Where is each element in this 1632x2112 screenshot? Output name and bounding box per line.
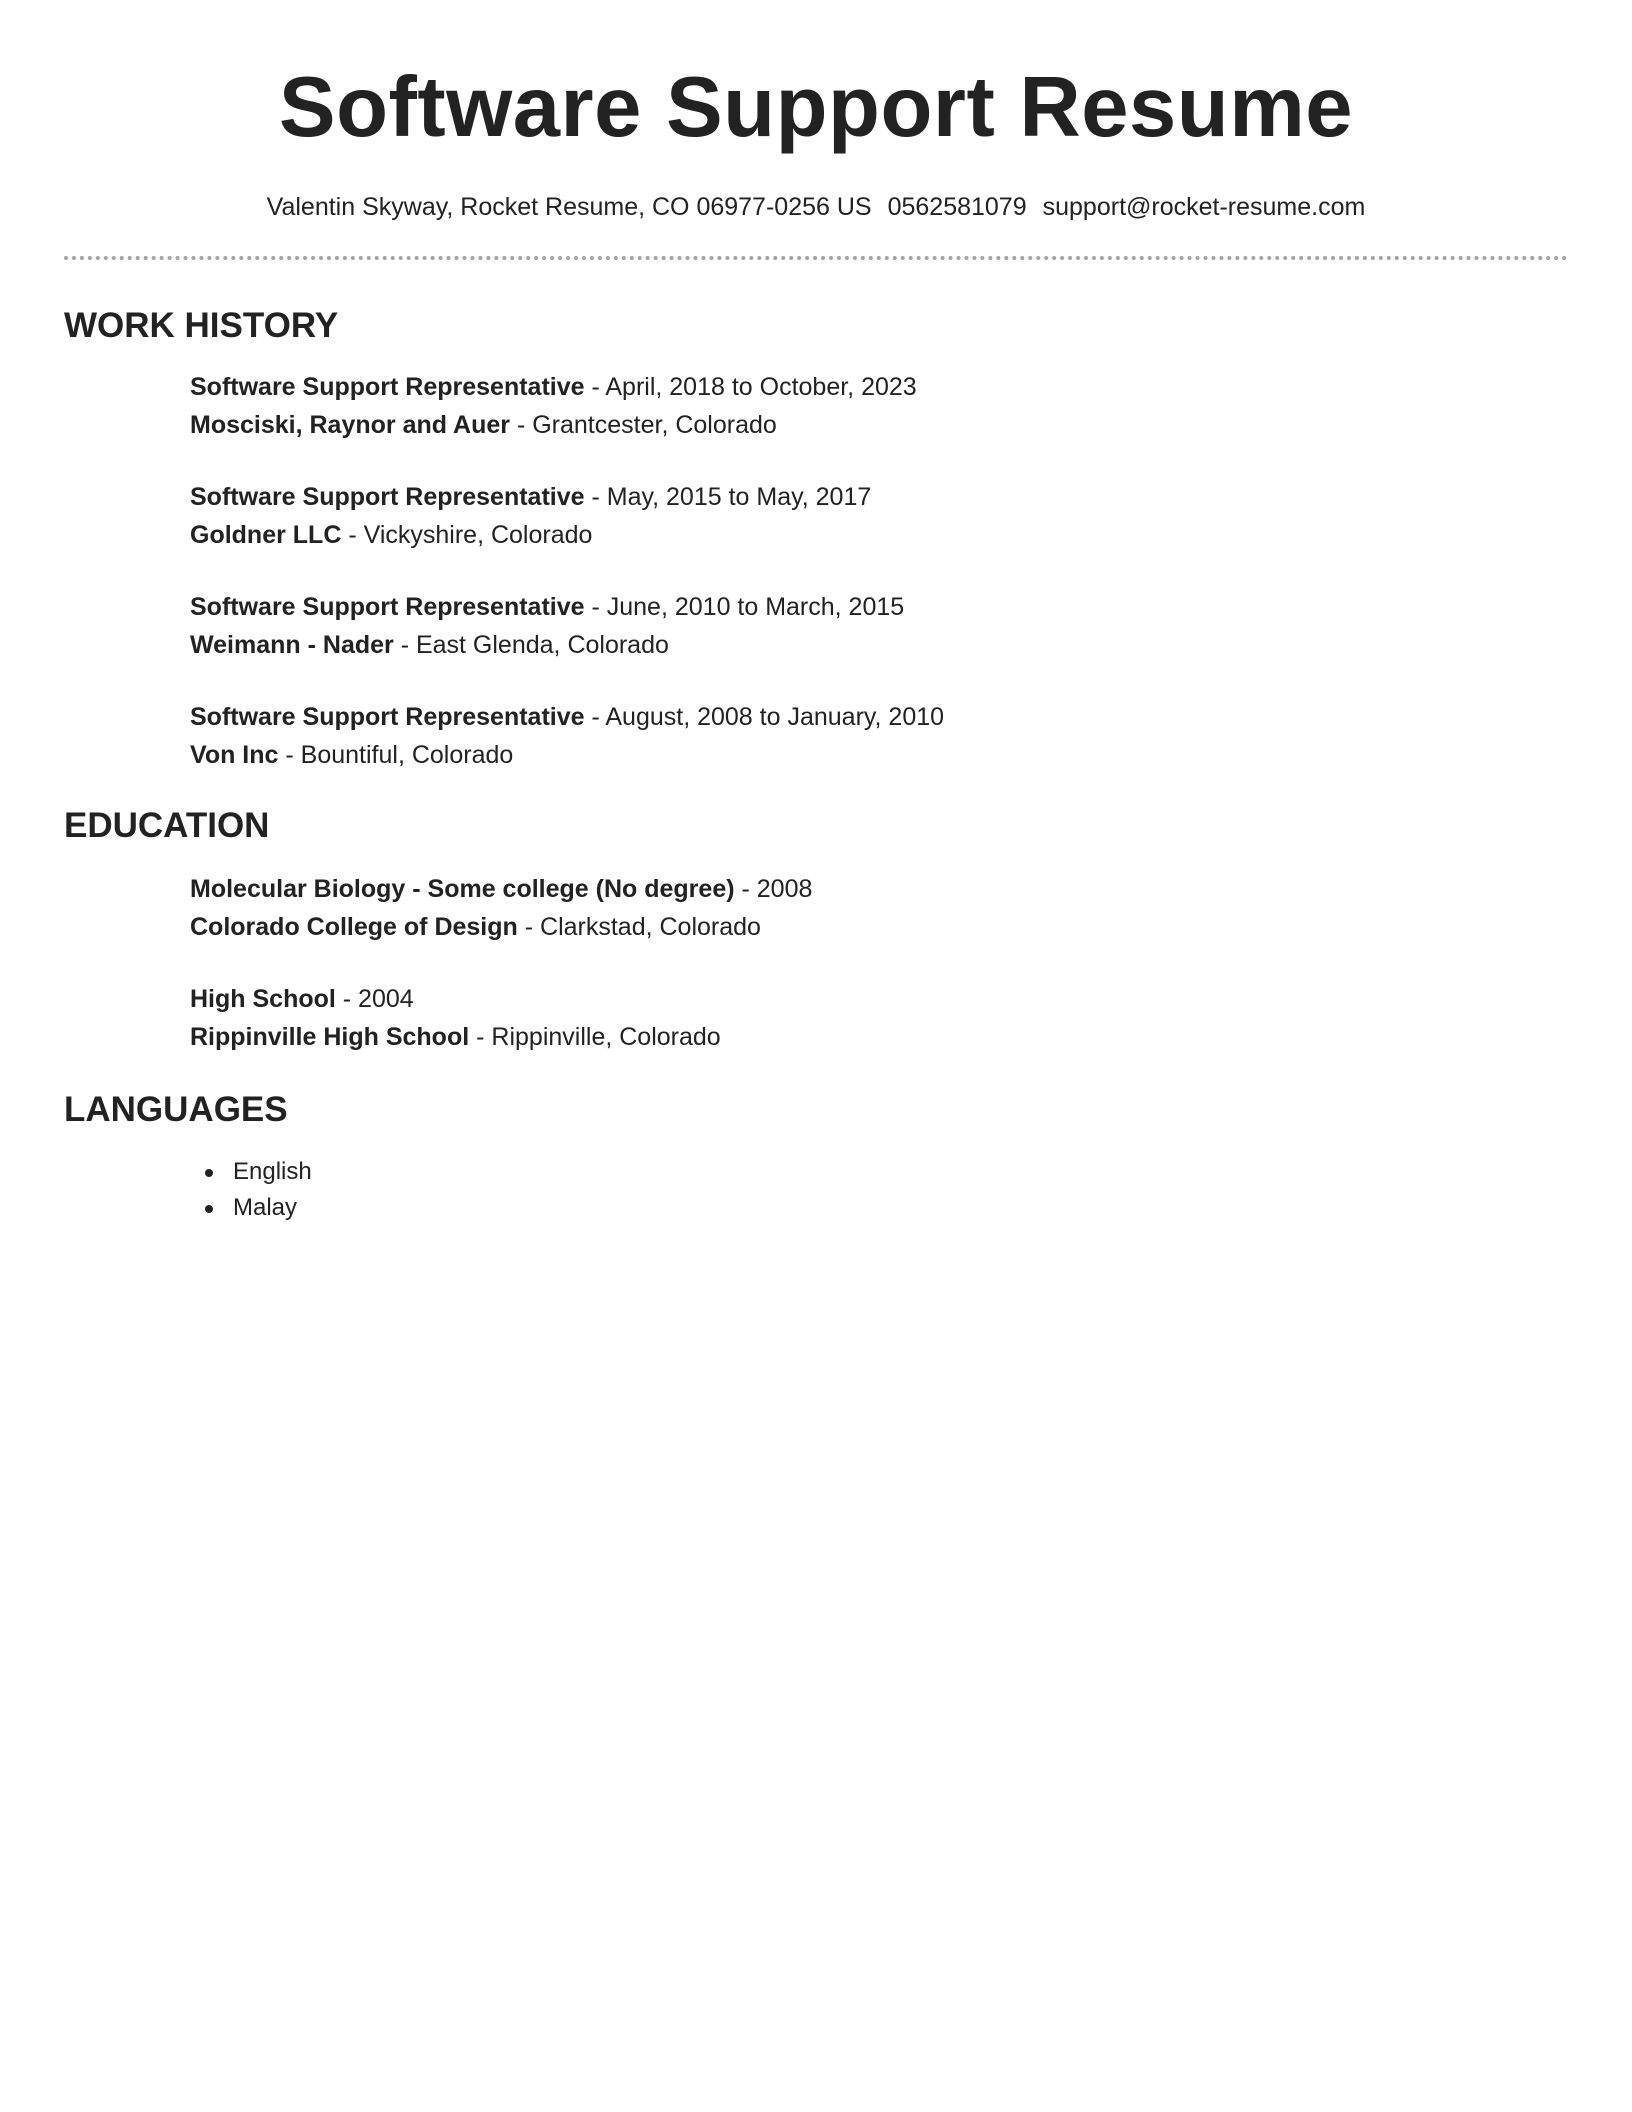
school-location: - Clarkstad, Colorado <box>517 913 761 941</box>
work-entry-title-line <box>190 478 1568 516</box>
employer-location: - Bountiful, Colorado <box>278 741 514 769</box>
work-entry <box>190 478 1568 554</box>
education-entry <box>190 870 1568 946</box>
bullet-icon <box>205 1169 213 1177</box>
header-divider <box>64 256 1568 260</box>
job-dates: - May, 2015 to May, 2017 <box>584 483 872 511</box>
school-location: - Rippinville, Colorado <box>469 1023 721 1051</box>
work-entry-employer-line <box>190 626 1568 664</box>
work-entry-employer-line <box>190 406 1568 444</box>
contact-info <box>64 190 1568 224</box>
job-title: Software Support Representative <box>190 593 585 621</box>
language-item <box>233 1154 1568 1190</box>
employer-name: Mosciski, Raynor and Auer <box>190 411 510 439</box>
employer-name: Goldner LLC <box>190 521 342 549</box>
education-entry <box>190 980 1568 1056</box>
work-entry <box>190 368 1568 444</box>
education-degree-line <box>190 870 1568 908</box>
job-title: Software Support Representative <box>190 373 585 401</box>
degree-name: Molecular Biology - Some college (No degree) <box>190 875 735 903</box>
work-entry <box>190 698 1568 774</box>
school-name: Colorado College of Design <box>190 913 518 941</box>
job-title: Software Support Representative <box>190 483 585 511</box>
employer-location: - Vickyshire, Colorado <box>341 521 593 549</box>
employer-location: - East Glenda, Colorado <box>393 631 669 659</box>
contact-email: support@rocket-resume.com <box>1042 193 1366 221</box>
job-dates: - June, 2010 to March, 2015 <box>584 593 905 621</box>
employer-name: Weimann - Nader <box>190 631 394 659</box>
language-item <box>233 1190 1568 1226</box>
education-list <box>190 870 1568 1056</box>
page-title: Software Support Resume <box>278 60 1354 155</box>
work-entry <box>190 588 1568 664</box>
resume-page <box>64 0 1568 1226</box>
education-school-line <box>190 908 1568 946</box>
languages-heading: LANGUAGES <box>64 1090 288 1129</box>
education-school-line <box>190 1018 1568 1056</box>
job-dates: - April, 2018 to October, 2023 <box>584 373 917 401</box>
work-entry-title-line <box>190 368 1568 406</box>
language-name: English <box>233 1158 312 1185</box>
work-entry-title-line <box>190 698 1568 736</box>
work-entry-employer-line <box>190 736 1568 774</box>
bullet-icon <box>205 1205 213 1213</box>
contact-phone: 0562581079 <box>887 193 1027 221</box>
languages-list <box>233 1154 1568 1226</box>
work-history-heading: WORK HISTORY <box>64 306 339 345</box>
work-history-list <box>190 368 1568 774</box>
language-name: Malay <box>233 1194 298 1221</box>
job-title: Software Support Representative <box>190 703 585 731</box>
work-entry-title-line <box>190 588 1568 626</box>
employer-name: Von Inc <box>190 741 279 769</box>
job-dates: - August, 2008 to January, 2010 <box>584 703 945 731</box>
degree-name: High School <box>190 985 336 1013</box>
degree-year: - 2004 <box>335 985 414 1013</box>
employer-location: - Grantcester, Colorado <box>510 411 777 439</box>
degree-year: - 2008 <box>734 875 813 903</box>
education-degree-line <box>190 980 1568 1018</box>
school-name: Rippinville High School <box>190 1023 470 1051</box>
work-entry-employer-line <box>190 516 1568 554</box>
contact-address: Valentin Skyway, Rocket Resume, CO 06977-0256 US <box>266 193 872 221</box>
education-heading: EDUCATION <box>64 806 270 845</box>
